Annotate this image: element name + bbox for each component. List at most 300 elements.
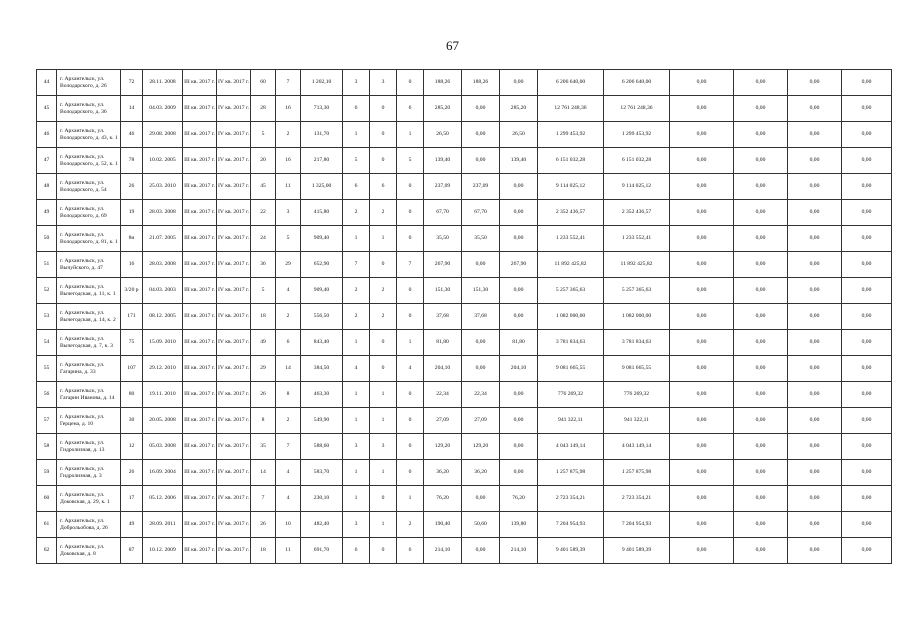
area-total-cell: 27,09 xyxy=(424,408,462,434)
cost-federal-cell: 1 257 875,98 xyxy=(604,460,670,486)
area-total-cell: 237,09 xyxy=(424,174,462,200)
area-cell: 556,50 xyxy=(301,304,343,330)
document-number-cell: 80 xyxy=(121,382,143,408)
area-a-cell: 35,50 xyxy=(462,226,500,252)
count-b-cell: 7 xyxy=(397,252,424,278)
start-quarter-cell: III кв. 2017 г. xyxy=(183,382,217,408)
count-a-cell: 0 xyxy=(370,486,397,512)
area-a-cell: 188,26 xyxy=(462,70,500,96)
address-cell: г. Архангельск, ул. Володарского, д. 69 xyxy=(57,200,121,226)
row-number-cell: 62 xyxy=(37,538,57,564)
end-quarter-cell: IV кв. 2017 г. xyxy=(217,356,251,382)
count-a-cell: 1 xyxy=(370,226,397,252)
cost-local-cell: 0,00 xyxy=(734,330,788,356)
document-number-cell: 19 xyxy=(121,200,143,226)
residents-count-cell: 49 xyxy=(251,330,276,356)
residents-count-cell: 18 xyxy=(251,538,276,564)
document-date-cell: 16.09. 2004 xyxy=(143,460,183,486)
count-b-cell: 0 xyxy=(397,408,424,434)
count-cell: 11 xyxy=(276,538,301,564)
cost-federal-cell: 4 043 149,14 xyxy=(604,434,670,460)
end-quarter-cell: IV кв. 2017 г. xyxy=(217,70,251,96)
count-a-cell: 2 xyxy=(370,304,397,330)
document-date-cell: 28.09. 2011 xyxy=(143,512,183,538)
count-a-cell: 0 xyxy=(370,96,397,122)
end-quarter-cell: IV кв. 2017 г. xyxy=(217,486,251,512)
area-cell: 713,30 xyxy=(301,96,343,122)
area-cell: 463,30 xyxy=(301,382,343,408)
address-cell: г. Архангельск, ул. Вычегодская, д. 14, к. 2 xyxy=(57,304,121,330)
area-total-cell: 190,40 xyxy=(424,512,462,538)
cost-local-cell: 0,00 xyxy=(734,226,788,252)
cost-federal-cell: 9 081 665,55 xyxy=(604,356,670,382)
cost-extra-cell: 0,00 xyxy=(842,174,892,200)
count-b-cell: 2 xyxy=(397,512,424,538)
row-number-cell: 46 xyxy=(37,122,57,148)
cost-total-cell: 9 114 025,12 xyxy=(538,174,604,200)
cost-total-cell: 12 761 248,36 xyxy=(538,96,604,122)
cost-extra-cell: 0,00 xyxy=(842,486,892,512)
start-quarter-cell: III кв. 2017 г. xyxy=(183,70,217,96)
start-quarter-cell: III кв. 2017 г. xyxy=(183,304,217,330)
cost-local-cell: 0,00 xyxy=(734,434,788,460)
area-total-cell: 204,10 xyxy=(424,356,462,382)
cost-local-cell: 0,00 xyxy=(734,252,788,278)
total-count-cell: 1 xyxy=(343,486,370,512)
cost-extra-cell: 0,00 xyxy=(842,148,892,174)
document-number-cell: 46 xyxy=(121,122,143,148)
cost-extra-cell: 0,00 xyxy=(842,512,892,538)
cost-total-cell: 9 401 589,39 xyxy=(538,538,604,564)
area-a-cell: 67,70 xyxy=(462,200,500,226)
cost-federal-cell: 3 781 834,63 xyxy=(604,330,670,356)
row-number-cell: 58 xyxy=(37,434,57,460)
cost-regional-cell: 0,00 xyxy=(670,278,734,304)
start-quarter-cell: III кв. 2017 г. xyxy=(183,356,217,382)
row-number-cell: 51 xyxy=(37,252,57,278)
row-number-cell: 47 xyxy=(37,148,57,174)
area-total-cell: 139,40 xyxy=(424,148,462,174)
area-total-cell: 67,70 xyxy=(424,200,462,226)
end-quarter-cell: IV кв. 2017 г. xyxy=(217,96,251,122)
area-b-cell: 0,00 xyxy=(500,226,538,252)
cost-total-cell: 9 081 665,55 xyxy=(538,356,604,382)
count-b-cell: 0 xyxy=(397,278,424,304)
table-row xyxy=(37,460,892,486)
area-total-cell: 285,20 xyxy=(424,96,462,122)
count-b-cell: 0 xyxy=(397,382,424,408)
address-cell: г. Архангельск, ул. Вычегодская, д. 11, к. 1 xyxy=(57,278,121,304)
housing-register-table xyxy=(36,69,892,564)
total-count-cell: 1 xyxy=(343,460,370,486)
cost-local-cell: 0,00 xyxy=(734,304,788,330)
area-cell: 588,60 xyxy=(301,434,343,460)
cost-federal-cell: 11 892 425,82 xyxy=(604,252,670,278)
start-quarter-cell: III кв. 2017 г. xyxy=(183,486,217,512)
document-number-cell: 78 xyxy=(121,148,143,174)
count-a-cell: 1 xyxy=(370,512,397,538)
area-cell: 909,40 xyxy=(301,278,343,304)
end-quarter-cell: IV кв. 2017 г. xyxy=(217,200,251,226)
area-total-cell: 37,68 xyxy=(424,304,462,330)
cost-local-cell: 0,00 xyxy=(734,122,788,148)
table-row xyxy=(37,434,892,460)
cost-extra-cell: 0,00 xyxy=(842,538,892,564)
cost-federal-cell: 5 257 365,63 xyxy=(604,278,670,304)
area-total-cell: 267,90 xyxy=(424,252,462,278)
count-cell: 7 xyxy=(276,70,301,96)
area-cell: 415,80 xyxy=(301,200,343,226)
total-count-cell: 1 xyxy=(343,122,370,148)
end-quarter-cell: IV кв. 2017 г. xyxy=(217,226,251,252)
cost-total-cell: 3 781 834,63 xyxy=(538,330,604,356)
count-cell: 16 xyxy=(276,96,301,122)
residents-count-cell: 26 xyxy=(251,382,276,408)
cost-local-cell: 0,00 xyxy=(734,148,788,174)
address-cell: г. Архангельск, ул. Володарского, д. 54 xyxy=(57,174,121,200)
document-date-cell: 25.03. 2010 xyxy=(143,174,183,200)
count-b-cell: 1 xyxy=(397,122,424,148)
residents-count-cell: 18 xyxy=(251,304,276,330)
count-b-cell: 4 xyxy=(397,356,424,382)
count-a-cell: 0 xyxy=(370,356,397,382)
count-b-cell: 5 xyxy=(397,148,424,174)
total-count-cell: 3 xyxy=(343,434,370,460)
cost-extra-cell: 0,00 xyxy=(842,356,892,382)
cost-extra-cell: 0,00 xyxy=(842,122,892,148)
cost-federal-cell: 9 401 589,39 xyxy=(604,538,670,564)
cost-extra-cell: 0,00 xyxy=(842,278,892,304)
page-number: 67 xyxy=(446,38,459,53)
residents-count-cell: 22 xyxy=(251,200,276,226)
total-count-cell: 3 xyxy=(343,70,370,96)
area-cell: 583,70 xyxy=(301,460,343,486)
cost-regional-cell: 0,00 xyxy=(670,460,734,486)
residents-count-cell: 28 xyxy=(251,96,276,122)
count-a-cell: 0 xyxy=(370,148,397,174)
total-count-cell: 1 xyxy=(343,330,370,356)
end-quarter-cell: IV кв. 2017 г. xyxy=(217,278,251,304)
count-cell: 29 xyxy=(276,252,301,278)
document-number-cell: 107 xyxy=(121,356,143,382)
count-a-cell: 3 xyxy=(370,434,397,460)
cost-other-cell: 0,00 xyxy=(788,460,842,486)
address-cell: г. Архангельск, ул. Володарского, д. 26 xyxy=(57,70,121,96)
cost-other-cell: 0,00 xyxy=(788,96,842,122)
area-cell: 1 202,10 xyxy=(301,70,343,96)
cost-extra-cell: 0,00 xyxy=(842,70,892,96)
cost-other-cell: 0,00 xyxy=(788,278,842,304)
cost-total-cell: 1 082 000,00 xyxy=(538,304,604,330)
cost-regional-cell: 0,00 xyxy=(670,226,734,252)
area-a-cell: 129,20 xyxy=(462,434,500,460)
end-quarter-cell: IV кв. 2017 г. xyxy=(217,252,251,278)
row-number-cell: 59 xyxy=(37,460,57,486)
table-row xyxy=(37,96,892,122)
count-a-cell: 2 xyxy=(370,278,397,304)
area-b-cell: 76,20 xyxy=(500,486,538,512)
area-total-cell: 22,34 xyxy=(424,382,462,408)
cost-federal-cell: 9 114 025,12 xyxy=(604,174,670,200)
count-b-cell: 0 xyxy=(397,434,424,460)
area-b-cell: 204,10 xyxy=(500,356,538,382)
cost-federal-cell: 1 233 552,41 xyxy=(604,226,670,252)
count-b-cell: 1 xyxy=(397,486,424,512)
area-total-cell: 214,10 xyxy=(424,538,462,564)
area-b-cell: 0,00 xyxy=(500,382,538,408)
total-count-cell: 6 xyxy=(343,174,370,200)
cost-total-cell: 4 043 149,14 xyxy=(538,434,604,460)
area-a-cell: 50,60 xyxy=(462,512,500,538)
count-a-cell: 1 xyxy=(370,382,397,408)
count-cell: 4 xyxy=(276,460,301,486)
count-cell: 5 xyxy=(276,226,301,252)
residents-count-cell: 45 xyxy=(251,174,276,200)
cost-local-cell: 0,00 xyxy=(734,200,788,226)
end-quarter-cell: IV кв. 2017 г. xyxy=(217,512,251,538)
document-number-cell: 26 xyxy=(121,174,143,200)
cost-other-cell: 0,00 xyxy=(788,226,842,252)
document-date-cell: 28.03. 2008 xyxy=(143,252,183,278)
count-b-cell: 0 xyxy=(397,174,424,200)
table-row xyxy=(37,148,892,174)
area-cell: 691,70 xyxy=(301,538,343,564)
cost-federal-cell: 2 723 354,21 xyxy=(604,486,670,512)
count-a-cell: 6 xyxy=(370,174,397,200)
cost-extra-cell: 0,00 xyxy=(842,304,892,330)
residents-count-cell: 60 xyxy=(251,70,276,96)
area-a-cell: 0,00 xyxy=(462,96,500,122)
cost-federal-cell: 7 204 954,93 xyxy=(604,512,670,538)
row-number-cell: 56 xyxy=(37,382,57,408)
cost-total-cell: 6 151 032,28 xyxy=(538,148,604,174)
table-row xyxy=(37,70,892,96)
cost-local-cell: 0,00 xyxy=(734,70,788,96)
area-b-cell: 214,10 xyxy=(500,538,538,564)
count-b-cell: 0 xyxy=(397,304,424,330)
table-row xyxy=(37,356,892,382)
area-b-cell: 139,80 xyxy=(500,512,538,538)
cost-federal-cell: 1 082 000,00 xyxy=(604,304,670,330)
address-cell: г. Архангельск, ул. Володарского, д. 81, к. 1 xyxy=(57,226,121,252)
area-cell: 652,90 xyxy=(301,252,343,278)
start-quarter-cell: III кв. 2017 г. xyxy=(183,408,217,434)
area-a-cell: 0,00 xyxy=(462,330,500,356)
cost-other-cell: 0,00 xyxy=(788,382,842,408)
cost-federal-cell: 6 151 032,28 xyxy=(604,148,670,174)
end-quarter-cell: IV кв. 2017 г. xyxy=(217,330,251,356)
area-a-cell: 22,34 xyxy=(462,382,500,408)
area-cell: 549,90 xyxy=(301,408,343,434)
cost-other-cell: 0,00 xyxy=(788,70,842,96)
cost-federal-cell: 12 761 248,36 xyxy=(604,96,670,122)
address-cell: г. Архангельск, ул. Доковская, д. 29, к. 1 xyxy=(57,486,121,512)
count-cell: 7 xyxy=(276,434,301,460)
address-cell: г. Архангельск, ул. Володарского, д. 52, к. 1 xyxy=(57,148,121,174)
cost-federal-cell: 6 206 640,00 xyxy=(604,70,670,96)
cost-local-cell: 0,00 xyxy=(734,174,788,200)
table-row xyxy=(37,408,892,434)
document-date-cell: 28.11. 2008 xyxy=(143,70,183,96)
area-b-cell: 0,00 xyxy=(500,70,538,96)
row-number-cell: 44 xyxy=(37,70,57,96)
cost-local-cell: 0,00 xyxy=(734,538,788,564)
address-cell: г. Архангельск, ул. Вычегодская, д. 7, к. 3 xyxy=(57,330,121,356)
start-quarter-cell: III кв. 2017 г. xyxy=(183,278,217,304)
address-cell: г. Архангельск, ул. Доброльобова, д. 26 xyxy=(57,512,121,538)
residents-count-cell: 8 xyxy=(251,408,276,434)
cost-other-cell: 0,00 xyxy=(788,200,842,226)
row-number-cell: 49 xyxy=(37,200,57,226)
residents-count-cell: 5 xyxy=(251,278,276,304)
end-quarter-cell: IV кв. 2017 г. xyxy=(217,382,251,408)
document-date-cell: 05.03. 2008 xyxy=(143,434,183,460)
area-b-cell: 0,00 xyxy=(500,174,538,200)
document-number-cell: 26 xyxy=(121,460,143,486)
cost-federal-cell: 1 299 453,92 xyxy=(604,122,670,148)
cost-regional-cell: 0,00 xyxy=(670,512,734,538)
document-number-cell: 8и xyxy=(121,226,143,252)
cost-total-cell: 1 299 453,92 xyxy=(538,122,604,148)
cost-total-cell: 5 257 365,63 xyxy=(538,278,604,304)
count-a-cell: 0 xyxy=(370,330,397,356)
cost-total-cell: 1 233 552,41 xyxy=(538,226,604,252)
address-cell: г. Архангельск, ул. Герцена, д. 10 xyxy=(57,408,121,434)
cost-other-cell: 0,00 xyxy=(788,434,842,460)
count-cell: 3 xyxy=(276,200,301,226)
count-a-cell: 1 xyxy=(370,460,397,486)
row-number-cell: 54 xyxy=(37,330,57,356)
cost-extra-cell: 0,00 xyxy=(842,252,892,278)
total-count-cell: 6 xyxy=(343,538,370,564)
cost-total-cell: 11 892 425,82 xyxy=(538,252,604,278)
cost-extra-cell: 0,00 xyxy=(842,200,892,226)
area-a-cell: 0,00 xyxy=(462,538,500,564)
cost-regional-cell: 0,00 xyxy=(670,252,734,278)
count-b-cell: 0 xyxy=(397,460,424,486)
table-row xyxy=(37,226,892,252)
total-count-cell: 1 xyxy=(343,408,370,434)
table-row xyxy=(37,538,892,564)
area-a-cell: 27,09 xyxy=(462,408,500,434)
area-b-cell: 81,80 xyxy=(500,330,538,356)
area-b-cell: 0,00 xyxy=(500,460,538,486)
cost-regional-cell: 0,00 xyxy=(670,486,734,512)
cost-other-cell: 0,00 xyxy=(788,356,842,382)
document-date-cell: 10.12. 2009 xyxy=(143,538,183,564)
residents-count-cell: 35 xyxy=(251,434,276,460)
count-b-cell: 1 xyxy=(397,330,424,356)
address-cell: г. Архангельск, ул. Вычуйского, д. 47 xyxy=(57,252,121,278)
cost-extra-cell: 0,00 xyxy=(842,408,892,434)
end-quarter-cell: IV кв. 2017 г. xyxy=(217,174,251,200)
area-total-cell: 36,20 xyxy=(424,460,462,486)
start-quarter-cell: III кв. 2017 г. xyxy=(183,330,217,356)
document-date-cell: 19.11. 2010 xyxy=(143,382,183,408)
total-count-cell: 5 xyxy=(343,148,370,174)
table-row xyxy=(37,512,892,538)
cost-regional-cell: 0,00 xyxy=(670,538,734,564)
cost-federal-cell: 941 322,11 xyxy=(604,408,670,434)
row-number-cell: 50 xyxy=(37,226,57,252)
table-row xyxy=(37,382,892,408)
cost-local-cell: 0,00 xyxy=(734,486,788,512)
area-total-cell: 81,80 xyxy=(424,330,462,356)
area-total-cell: 35,50 xyxy=(424,226,462,252)
area-b-cell: 0,00 xyxy=(500,200,538,226)
table-row xyxy=(37,486,892,512)
end-quarter-cell: IV кв. 2017 г. xyxy=(217,460,251,486)
cost-federal-cell: 2 352 436,57 xyxy=(604,200,670,226)
table-row xyxy=(37,174,892,200)
area-total-cell: 151,30 xyxy=(424,278,462,304)
cost-total-cell: 6 206 640,00 xyxy=(538,70,604,96)
address-cell: г. Архангельск, ул. Володарского, д. 43, к. 1 xyxy=(57,122,121,148)
document-number-cell: 17 xyxy=(121,486,143,512)
area-b-cell: 0,00 xyxy=(500,408,538,434)
count-cell: 6 xyxy=(276,330,301,356)
address-cell: г. Архангельск, ул. Гагарин Иванова, д. 14 xyxy=(57,382,121,408)
area-a-cell: 0,00 xyxy=(462,252,500,278)
total-count-cell: 2 xyxy=(343,278,370,304)
document-number-cell: 14 xyxy=(121,96,143,122)
document-date-cell: 04.03. 2009 xyxy=(143,96,183,122)
area-cell: 843,40 xyxy=(301,330,343,356)
cost-local-cell: 0,00 xyxy=(734,382,788,408)
cost-other-cell: 0,00 xyxy=(788,538,842,564)
start-quarter-cell: III кв. 2017 г. xyxy=(183,252,217,278)
count-cell: 2 xyxy=(276,304,301,330)
document-date-cell: 10.02. 2005 xyxy=(143,148,183,174)
area-cell: 384,50 xyxy=(301,356,343,382)
count-cell: 14 xyxy=(276,356,301,382)
cost-regional-cell: 0,00 xyxy=(670,96,734,122)
cost-local-cell: 0,00 xyxy=(734,278,788,304)
document-date-cell: 08.12. 2005 xyxy=(143,304,183,330)
total-count-cell: 4 xyxy=(343,356,370,382)
count-b-cell: 0 xyxy=(397,226,424,252)
cost-other-cell: 0,00 xyxy=(788,174,842,200)
count-a-cell: 1 xyxy=(370,408,397,434)
document-number-cell: 72 xyxy=(121,70,143,96)
document-date-cell: 04.03. 2003 xyxy=(143,278,183,304)
total-count-cell: 1 xyxy=(343,226,370,252)
count-cell: 4 xyxy=(276,278,301,304)
document-date-cell: 29.12. 2010 xyxy=(143,356,183,382)
count-b-cell: 0 xyxy=(397,200,424,226)
cost-regional-cell: 0,00 xyxy=(670,122,734,148)
document-date-cell: 21.07. 2005 xyxy=(143,226,183,252)
cost-other-cell: 0,00 xyxy=(788,486,842,512)
start-quarter-cell: III кв. 2017 г. xyxy=(183,96,217,122)
area-total-cell: 129,20 xyxy=(424,434,462,460)
area-cell: 131,70 xyxy=(301,122,343,148)
address-cell: г. Архангельск, ул. Доковская, д. 8 xyxy=(57,538,121,564)
address-cell: г. Архангельск, ул. Гидролизная, д. 13 xyxy=(57,434,121,460)
cost-extra-cell: 0,00 xyxy=(842,382,892,408)
start-quarter-cell: III кв. 2017 г. xyxy=(183,174,217,200)
end-quarter-cell: IV кв. 2017 г. xyxy=(217,434,251,460)
area-cell: 482,40 xyxy=(301,512,343,538)
row-number-cell: 48 xyxy=(37,174,57,200)
row-number-cell: 60 xyxy=(37,486,57,512)
document-number-cell: 16 xyxy=(121,252,143,278)
area-b-cell: 0,00 xyxy=(500,278,538,304)
cost-extra-cell: 0,00 xyxy=(842,460,892,486)
cost-extra-cell: 0,00 xyxy=(842,96,892,122)
area-a-cell: 0,00 xyxy=(462,122,500,148)
total-count-cell: 2 xyxy=(343,304,370,330)
